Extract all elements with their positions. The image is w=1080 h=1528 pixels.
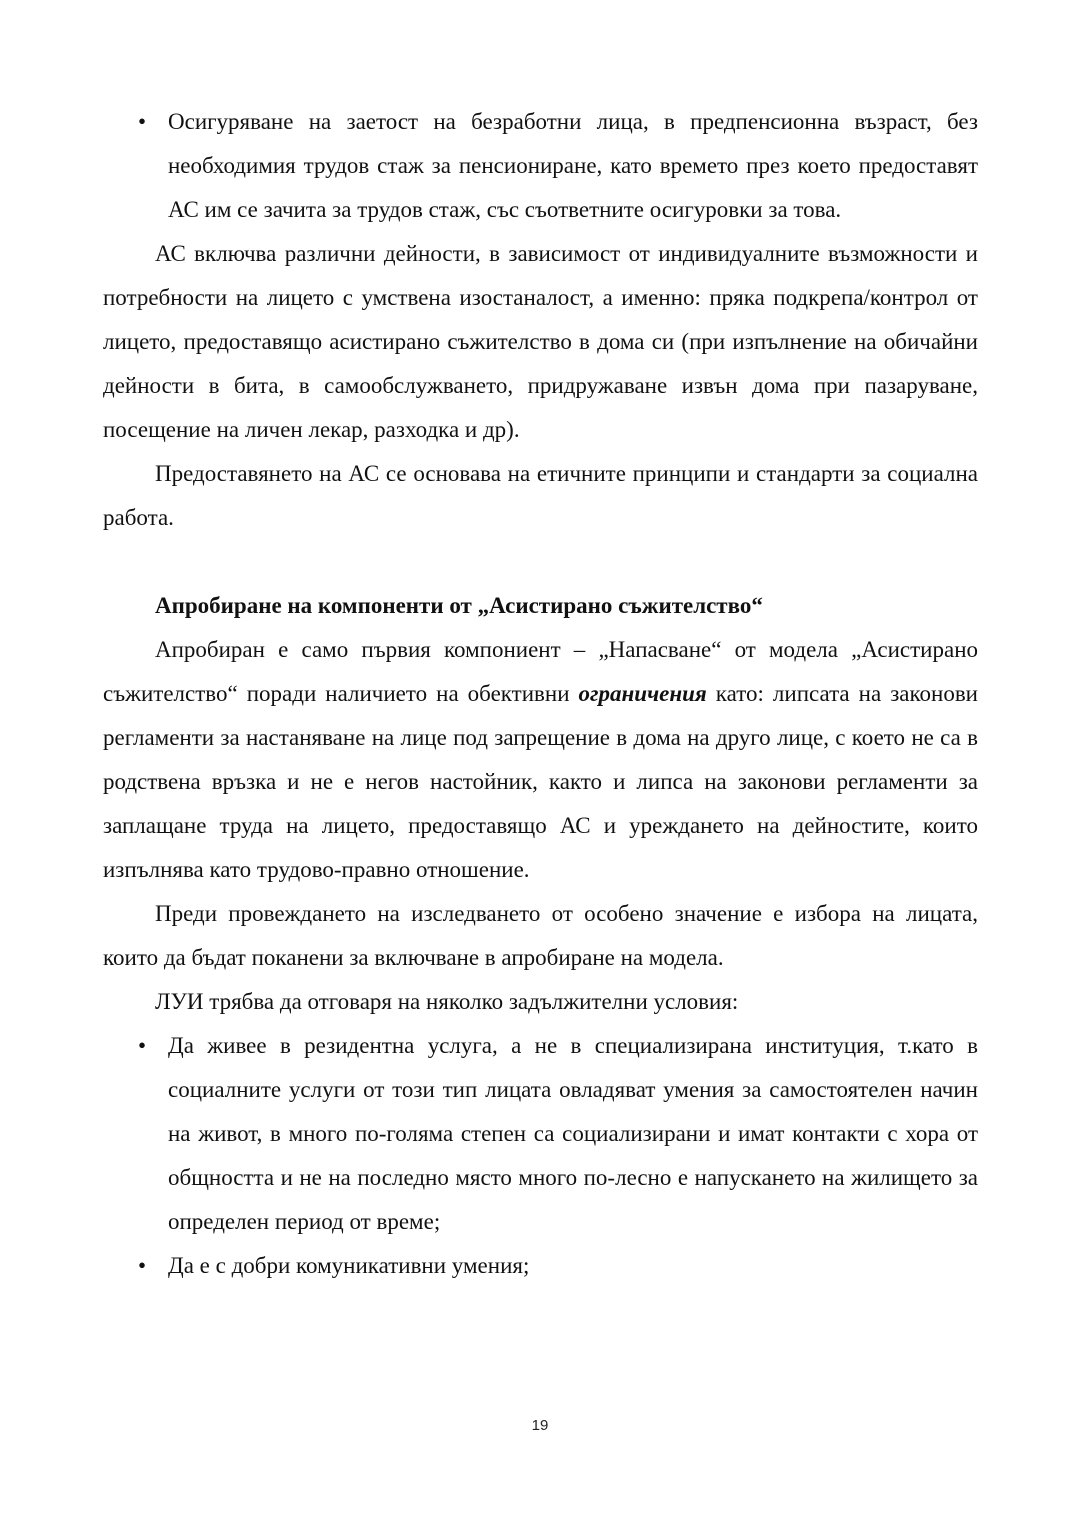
page-body	[103, 100, 978, 1288]
page-number: 19	[531, 1417, 549, 1434]
bullet-icon: •	[138, 1253, 147, 1278]
bullet-list-conditions	[103, 1024, 978, 1288]
bullet-icon: •	[138, 109, 147, 134]
paragraph-selection: Преди провеждането на изследването от особено значение е избора на лицата, които да бъдат поканени за включване в апробиране на модела.	[103, 901, 978, 970]
emphasis-limitations: ограничения	[578, 681, 707, 706]
list-item	[103, 100, 978, 232]
bullet-list-top	[103, 100, 978, 232]
paragraph-ethics: Предоставянето на АС се основава на етичните принципи и стандарти за социална работа.	[103, 461, 978, 530]
paragraph-services: АС включва различни дейности, в зависимост от индивидуалните възможности и потребности на лицето с умствена изостаналост, а именно: пряка подкрепа/контрол от лицето, предоставящо асистирано съжителство в дома си (при изпълнение на обичайни дейности в бита, в самообслужването, придружаване извън дома при пазаруване, посещение на личен лекар, разходка и др).	[103, 241, 978, 442]
section-heading: Апробиране на компоненти от „Асистирано съжителство“	[155, 593, 763, 618]
bullet-text: Да е с добри комуникативни умения;	[168, 1253, 530, 1278]
paragraph-approbation	[103, 628, 978, 892]
list-item	[103, 1244, 978, 1288]
bullet-icon: •	[138, 1033, 147, 1058]
bullet-text: Осигуряване на заетост на безработни лица, в предпенсионна възраст, без необходимия трудов стаж за пенсиониране, като времето през което предоставят АС им се зачита за трудов стаж, със съответните осигуровки за това.	[168, 109, 978, 222]
paragraph-conditions: ЛУИ трябва да отговаря на няколко задължителни условия:	[155, 989, 739, 1014]
list-item	[103, 1024, 978, 1244]
paragraph-approbation-end: като: липсата на законови регламенти за настаняване на лице под запрещение в дома на друго лице, с което не са в родствена връзка и не е негов настойник, както и липса на законови регламенти за заплащане труда на лицето, предоставящо АС и уреждането на дейностите, които изпълнява като трудово-правно отношение.	[103, 681, 978, 882]
bullet-text: Да живее в резидентна услуга, а не в специализирана институция, т.като в социалните услуги от този тип лицата овладяват умения за самостоятелен начин на живот, в много по-голяма степен са социализирани и имат контакти с хора от общността и не на последно място много по-лесно е напускането на жилището за определен период от време;	[168, 1033, 978, 1234]
paragraph-approbation-start: Апробиран е само първия компониент – „Напасване“ от модела „Асистирано съжителство“ поради наличието на обективни	[103, 637, 978, 706]
